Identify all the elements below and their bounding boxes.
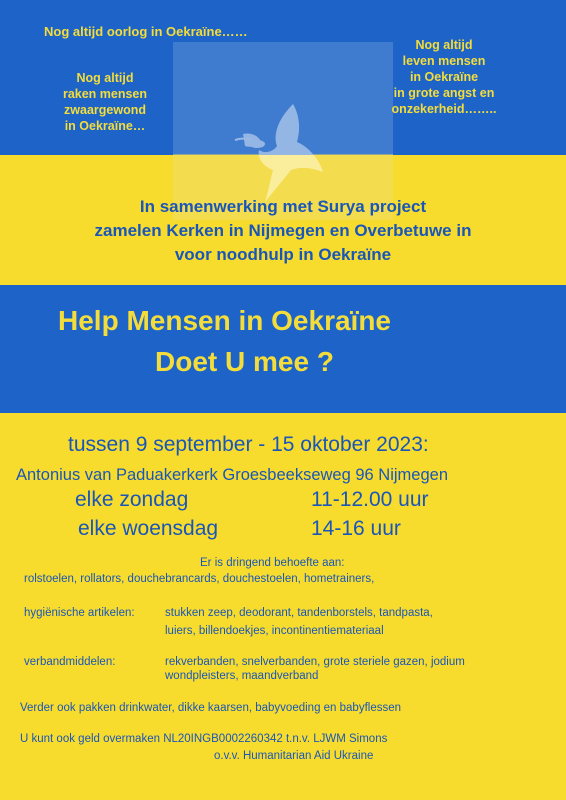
bandage-label: verbandmiddelen: bbox=[24, 656, 116, 668]
peace-dove-icon bbox=[173, 42, 393, 220]
right-line: onzekerheid…….. bbox=[391, 102, 497, 116]
top-line-text: Nog altijd oorlog in Oekraïne…… bbox=[44, 24, 248, 39]
right-line: leven mensen bbox=[402, 54, 486, 68]
payment-line: U kunt ook geld overmaken NL20INGB0002260342 t.n.v. LJWM Simons bbox=[20, 733, 388, 745]
schedule-day: elke zondag bbox=[75, 488, 189, 511]
schedule-day: elke woensdag bbox=[78, 517, 219, 540]
other-needs: Verder ook pakken drinkwater, dikke kaarsen, babyvoeding en babyflessen bbox=[20, 702, 402, 714]
period-text: tussen 9 september - 15 oktober 2023: bbox=[68, 433, 429, 456]
right-line: Nog altijd bbox=[415, 38, 473, 52]
left-line: in Oekraïne… bbox=[64, 119, 146, 133]
intro-line: zamelen Kerken in Nijmegen en Overbetuwe in bbox=[94, 221, 472, 240]
left-line: zwaargewond bbox=[64, 103, 146, 117]
right-header-block bbox=[378, 37, 510, 117]
left-line: Nog altijd bbox=[76, 71, 134, 85]
hygiene-line: stukken zeep, deodorant, tandenborstels, tandpasta, bbox=[165, 607, 433, 619]
headline-line-2: Doet U mee ? bbox=[155, 346, 334, 377]
intro-text bbox=[0, 195, 566, 267]
schedule-time: 11-12.00 uur bbox=[311, 488, 429, 511]
hygiene-label: hygiënische artikelen: bbox=[24, 607, 135, 619]
needs-general: rolstoelen, rollators, douchebrancards, douchestoelen, hometrainers, bbox=[24, 573, 375, 585]
left-header-block bbox=[40, 70, 170, 134]
left-line: raken mensen bbox=[62, 87, 148, 101]
bandage-line: wondpleisters, maandverband bbox=[165, 670, 319, 682]
right-line: in Oekraïne bbox=[409, 70, 479, 84]
bandage-line: rekverbanden, snelverbanden, grote steriele gazen, jodium bbox=[165, 656, 465, 668]
location-text: Antonius van Paduakerkerk Groesbeekseweg 96 Nijmegen bbox=[16, 466, 448, 484]
right-line: in grote angst en bbox=[393, 86, 495, 100]
ukraine-flag-image bbox=[173, 42, 393, 220]
hygiene-line: luiers, billendoekjes, incontinentiemateriaal bbox=[165, 625, 384, 637]
headline-line-1: Help Mensen in Oekraïne bbox=[58, 305, 391, 336]
payment-reference: o.v.v. Humanitarian Aid Ukraine bbox=[214, 750, 374, 762]
intro-line: voor noodhulp in Oekraïne bbox=[174, 245, 392, 264]
needs-intro: Er is dringend behoefte aan: bbox=[200, 557, 345, 569]
intro-line: In samenwerking met Surya project bbox=[139, 197, 427, 216]
schedule-time: 14-16 uur bbox=[311, 517, 401, 540]
